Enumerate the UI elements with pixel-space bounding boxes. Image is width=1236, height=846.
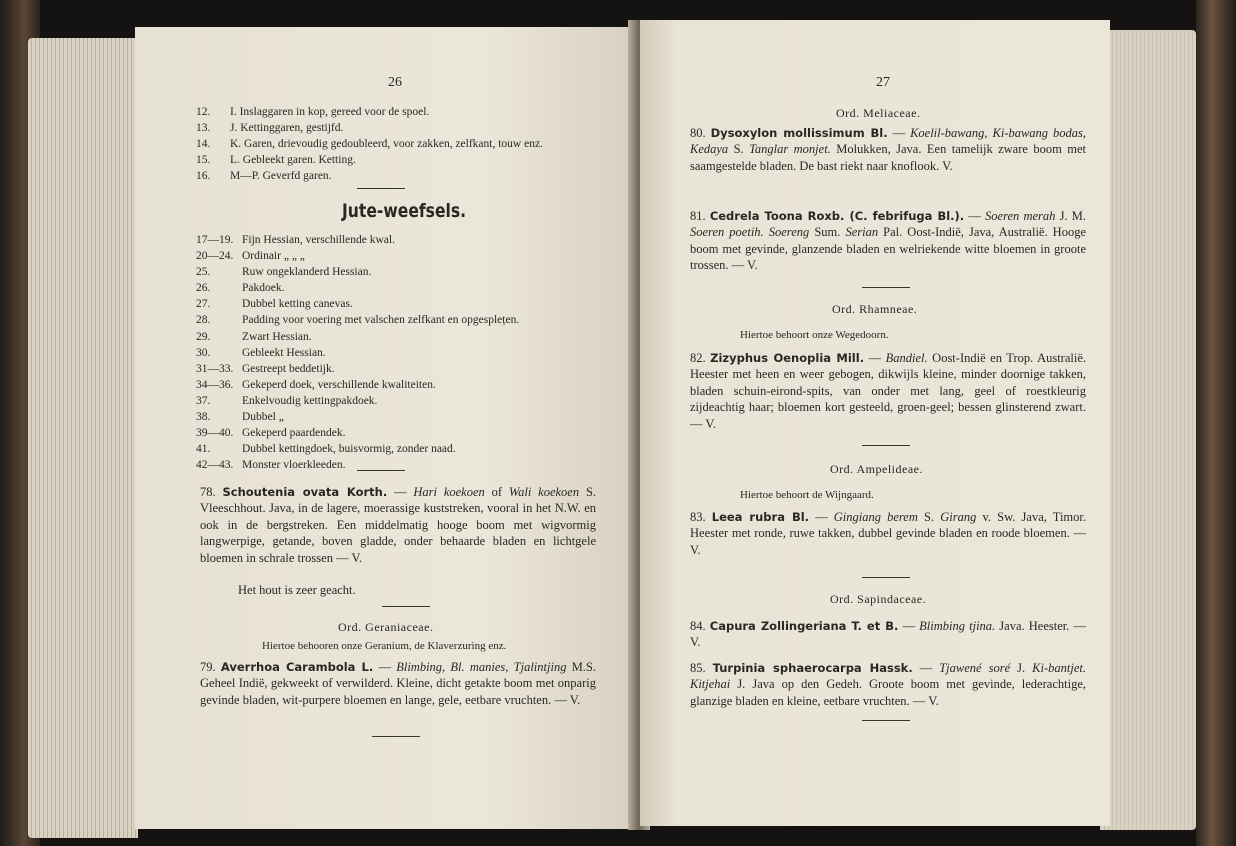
local-name: Serian: [845, 225, 879, 240]
local-name: Soeren poetih. Soereng: [690, 225, 810, 240]
divider: [357, 470, 405, 471]
list-item-text: Pakdoek.: [242, 282, 285, 295]
list-item-text: K. Garen, drievoudig gedoubleerd, voor zakken, zelfkant, touw enz.: [230, 138, 543, 151]
list-item: [196, 345, 519, 361]
list-item-text: Zwart Hessian.: [242, 330, 312, 343]
list-item: [196, 312, 519, 328]
entry-number: 84.: [690, 619, 706, 633]
list-item-text: Gebleekt Hessian.: [242, 346, 326, 359]
divider: [372, 736, 420, 737]
list-item-text: M—P. Geverfd garen.: [230, 170, 332, 183]
entry-number: 83.: [690, 510, 706, 524]
list-item-text: Gekeperd doek, verschillende kwaliteiten.: [242, 378, 436, 391]
divider: [357, 188, 405, 189]
dash: —: [864, 351, 886, 365]
section-heading: Jute-weefsels.: [342, 200, 467, 222]
entry-number: 80.: [690, 126, 706, 140]
divider: [862, 445, 910, 446]
list-item: [196, 232, 519, 248]
order-note: Hiertoe behoort onze Wegedoorn.: [740, 329, 889, 341]
entry-description: J. Java op den Gedeh. Groote boom met gevinde, lederachtige, glanzige bladen en kleine, eetbare vruchten. — V.: [690, 677, 1086, 708]
local-name: Gingiang berem: [833, 510, 918, 524]
connector: Sum.: [809, 225, 846, 240]
entry-83: [690, 509, 1086, 558]
list-item: [196, 425, 519, 441]
species-name: Capura Zollingeriana T. et B.: [709, 619, 899, 633]
dash: —: [912, 661, 940, 675]
entry-79: [200, 659, 596, 708]
connector: S.: [728, 142, 750, 157]
entry-82: [690, 350, 1086, 432]
list-item: [196, 441, 519, 457]
local-name: Tanglar monjet.: [749, 142, 831, 157]
entry-number: 81.: [690, 209, 706, 223]
list-item: [196, 136, 543, 152]
divider: [862, 577, 910, 578]
species-name: Zizyphus Oenoplia Mill.: [710, 351, 865, 365]
list-item: [196, 168, 543, 184]
local-name: Bandiel.: [885, 351, 928, 365]
list-item-text: Gestreept beddetijk.: [242, 362, 335, 375]
list-item: [196, 104, 543, 120]
connector: J.: [1010, 661, 1033, 675]
entry-84: [690, 618, 1086, 651]
list-item: [196, 361, 519, 377]
list-item-number: 25.: [196, 266, 211, 279]
list-item-number: 39—40.: [196, 427, 234, 440]
list-item: [196, 264, 519, 280]
entry-80: [690, 125, 1086, 174]
species-name: Leea rubra Bl.: [711, 510, 810, 524]
list-item-text: Ordinair „ „ „: [242, 250, 305, 263]
list-item-text: Ruw ongeklanderd Hessian.: [242, 266, 372, 279]
list-item-text: Dubbel „: [242, 411, 284, 424]
list-item-text: Monster vloerkleeden.: [242, 459, 346, 472]
entry-number: 82.: [690, 351, 706, 365]
list-item: [196, 393, 519, 409]
local-name: Girang: [940, 510, 977, 524]
list-item-number: 41.: [196, 443, 211, 456]
list-item-text: Padding voor voering met valschen zelfkant en opgesplețen.: [242, 314, 520, 327]
entry-number: 85.: [690, 661, 706, 675]
species-name: Dysoxylon mollissimum Bl.: [710, 126, 888, 140]
page-number-right: 27: [876, 75, 890, 90]
list-item-number: 26.: [196, 282, 211, 295]
dash: —: [964, 209, 986, 223]
list-item-text: Gekeperd paardendek.: [242, 427, 346, 440]
list-jute: [196, 232, 519, 473]
list-item-number: 29.: [196, 330, 211, 343]
entry-description: M.S. Geheel Indië, gekweekt of verwilderd. Kleine, dicht getakte boom met onparig gevinde bladen, wit-purpere bloemen en lange, gele, eetbare vruchten. — V.: [200, 660, 597, 707]
list-item: [196, 329, 519, 345]
entry-81: [690, 208, 1086, 274]
dash: —: [809, 510, 834, 524]
entry-description: Pal. Oost-Indië, Java, Australië. Hooge boom met gevinde, glanzende bladen en welriekende witte bloemen in groote trossen. — V.: [690, 225, 1086, 273]
local-name: Ki-bantjet. Kitjehai: [690, 661, 1086, 692]
order-note: Hiertoe behoort de Wijngaard.: [740, 489, 874, 501]
list-item-number: 37.: [196, 394, 211, 407]
list-item-text: I. Inslaggaren in kop, gereed voor de spoel.: [230, 106, 430, 118]
entry-number: 79.: [200, 660, 216, 674]
species-name: Turpinia sphaerocarpa Hassk.: [712, 661, 913, 675]
list-item: [196, 280, 519, 296]
local-name: Hari koekoen: [413, 485, 485, 499]
entry-78-note: Het hout is zeer geacht.: [238, 583, 356, 597]
local-name: Blimbing tjina.: [919, 619, 996, 633]
book-cover-right: [1196, 0, 1236, 846]
list-item-text: Dubbel ketting canevas.: [242, 298, 353, 311]
list-item: [196, 296, 519, 312]
connector: S.: [917, 510, 941, 524]
local-name: Wali koekoen: [508, 485, 580, 499]
species-name: Cedrela Toona Roxb. (C. febrifuga Bl.).: [709, 209, 965, 223]
list-item-number: 14.: [196, 138, 211, 151]
list-item-number: 20—24.: [196, 250, 234, 263]
species-name: Averrhoa Carambola L.: [220, 660, 374, 674]
list-item-number: 31—33.: [196, 362, 234, 375]
list-item-number: 42—43.: [196, 459, 234, 472]
entry-description: Molukken, Java. Een tamelijk zware boom met saamgestelde bladen. De bast riekt naar knoflook. V.: [690, 142, 1086, 173]
list-top: [196, 104, 543, 184]
connector: of: [484, 485, 509, 499]
entry-description: Java. Heester. — V.: [690, 619, 1087, 650]
list-item-text: Fijn Hessian, verschillende kwal.: [242, 234, 395, 246]
list-item-number: 28.: [196, 314, 211, 327]
dash: —: [898, 619, 920, 633]
entry-78: [200, 484, 596, 566]
page-number-left: 26: [388, 75, 402, 90]
list-item: [196, 120, 543, 136]
local-name: Tjawené soré: [939, 661, 1011, 675]
entry-description: Oost-Indië en Trop. Australië. Heester met heen en weer gebogen, dikwijls kleine, minder doornige takken, bladen schuin-eirond-spits, van onder met lang, geel of roestkleurig zijdeachtig haar; bloemen kort gesteeld, groen-geel; bessen glinsterend zwart. — V.: [690, 351, 1087, 431]
divider: [862, 287, 910, 288]
list-item: [196, 152, 543, 168]
entry-description: S. Vleeschhout. Java, in de lagere, moerassige kuststreken, vooral in het N.W. en ook in de bergstreken. Een middelmatig hooge boom met wigvormig langwerpige, getande, boven gladde, onder behaarde bladen en lichtgele bloemen in schrale trossen — V.: [200, 485, 597, 565]
list-item-text: L. Gebleekt garen. Ketting.: [230, 154, 356, 167]
order-heading: Ord. Geraniaceae.: [338, 620, 434, 634]
list-item-number: 38.: [196, 411, 211, 424]
order-heading: Ord. Ampelideae.: [830, 462, 923, 476]
list-item: [196, 377, 519, 393]
list-item-number: 12.: [196, 106, 211, 118]
list-item-number: 15.: [196, 154, 211, 167]
list-item-number: 13.: [196, 122, 211, 135]
order-heading: Ord. Sapindaceae.: [830, 592, 927, 606]
species-name: Schoutenia ovata Korth.: [222, 485, 388, 499]
list-item-number: 16.: [196, 170, 211, 183]
divider: [382, 606, 430, 607]
dash: —: [373, 660, 397, 674]
order-note: Hiertoe behooren onze Geranium, de Klaverzuring enz.: [262, 640, 507, 652]
divider: [862, 720, 910, 721]
entry-85: [690, 660, 1086, 709]
order-heading: Ord. Rhamneae.: [832, 302, 918, 316]
list-item-text: J. Kettinggaren, gestijfd.: [230, 122, 344, 135]
list-item: [196, 409, 519, 425]
local-name: Blimbing, Bl. manies, Tjalintjing: [396, 660, 567, 674]
dash: —: [387, 485, 414, 499]
dash: —: [887, 126, 911, 140]
entry-number: 78.: [200, 485, 216, 499]
connector: J. M.: [1055, 209, 1087, 223]
order-heading: Ord. Meliaceae.: [836, 106, 921, 120]
list-item: [196, 248, 519, 264]
local-name: Soeren merah: [985, 209, 1056, 223]
list-item-text: Enkelvoudig kettingpakdoek.: [242, 394, 378, 407]
list-item-number: 34—36.: [196, 378, 234, 391]
page-edges-left: [28, 38, 138, 838]
entry-description: v. Sw. Java, Timor. Heester met ronde, ruwe takken, dubbel gevinde bladen en roode bloemen. — V.: [690, 510, 1087, 557]
list-item-number: 27.: [196, 298, 211, 311]
list-item-text: Dubbel kettingdoek, buisvormig, zonder naad.: [242, 443, 456, 456]
page-edges-right: [1100, 30, 1196, 830]
local-name: Koelil-bawang, Ki-bawang bodas, Kedaya: [690, 126, 1087, 157]
list-item-number: 30.: [196, 346, 211, 359]
list-item-number: 17—19.: [196, 234, 234, 246]
